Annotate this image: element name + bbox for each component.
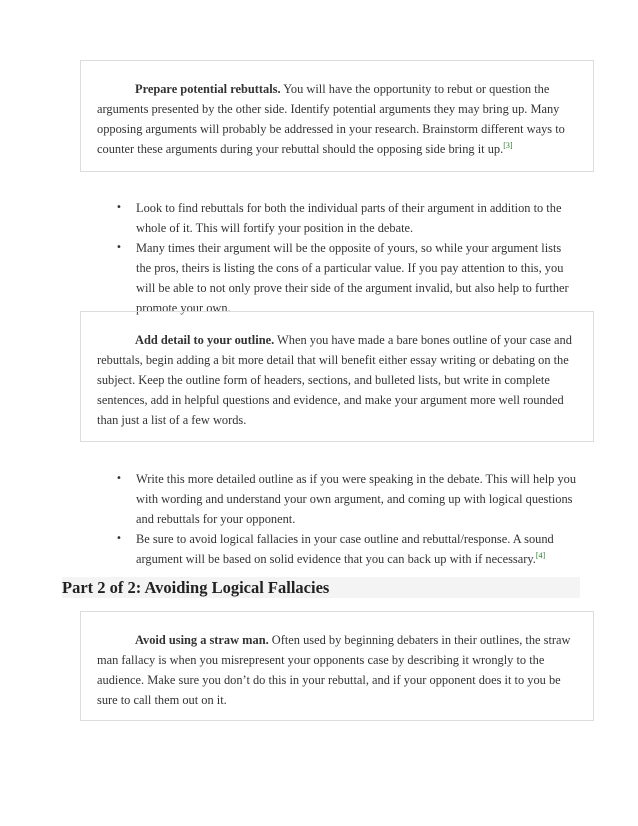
straw-man-text: Often used by beginning debaters in their outlines, the straw man fallacy is when you misrepresent your opponents case by describing it wrongly to the audience. Make sure you don’t do this in your rebuttal, and if your opponent does it to you be sure to call them out on it.	[97, 633, 571, 707]
rebuttal-tips-list	[98, 198, 578, 318]
list-item-text: Be sure to avoid logical fallacies in your case outline and rebuttal/response. A sound argument will be based on solid evidence that you can back up with if necessary.	[136, 532, 554, 566]
rebuttals-text: You will have the opportunity to rebut or question the arguments presented by the other side. Identify potential arguments they may bring up. Many opposing arguments will probably be addressed in your research. Brainstorm different ways to counter these arguments during your rebuttal should the opposing side bring it up.	[97, 82, 565, 156]
list-item: • Many times their argument will be the opposite of yours, so while your argument lists the pros, theirs is listing the cons of a particular value. If you pay attention to this, you will be able to not only prove their side of the argument invalid, but also help to further promote your own.	[98, 238, 578, 318]
straw-man-box	[80, 611, 594, 721]
rebuttals-paragraph	[97, 79, 575, 159]
outline-detail-paragraph	[97, 330, 575, 430]
reference-4-link[interactable]: [4]	[535, 550, 546, 560]
list-item: • Write this more detailed outline as if you were speaking in the debate. This will help you with wording and understand your own argument, and coming up with logical questions and rebuttals for your opponent.	[98, 469, 578, 529]
outline-detail-text: When you have made a bare bones outline of your case and rebuttals, begin adding a bit more detail that will benefit either essay writing or debating on the subject. Keep the outline form of headers, sections, and bulleted lists, but write in complete sentences, add in helpful questions and evidence, and make your argument more well rounded than just a list of a few words.	[97, 333, 572, 427]
outline-detail-box	[80, 311, 594, 442]
rebuttals-box	[80, 60, 594, 172]
list-item: • Look to find rebuttals for both the individual parts of their argument in addition to the whole of it. This will fortify your position in the debate.	[98, 198, 578, 238]
straw-man-paragraph	[97, 630, 575, 710]
reference-3-link[interactable]: [3]	[503, 140, 513, 150]
rebuttals-bold: Prepare potential rebuttals.	[135, 82, 281, 96]
section-heading: Part 2 of 2: Avoiding Logical Fallacies	[62, 577, 580, 598]
outline-detail-bold: Add detail to your outline.	[135, 333, 275, 347]
straw-man-bold: Avoid using a straw man.	[135, 633, 269, 647]
list-item	[98, 529, 578, 569]
outline-tips-list	[98, 469, 578, 569]
